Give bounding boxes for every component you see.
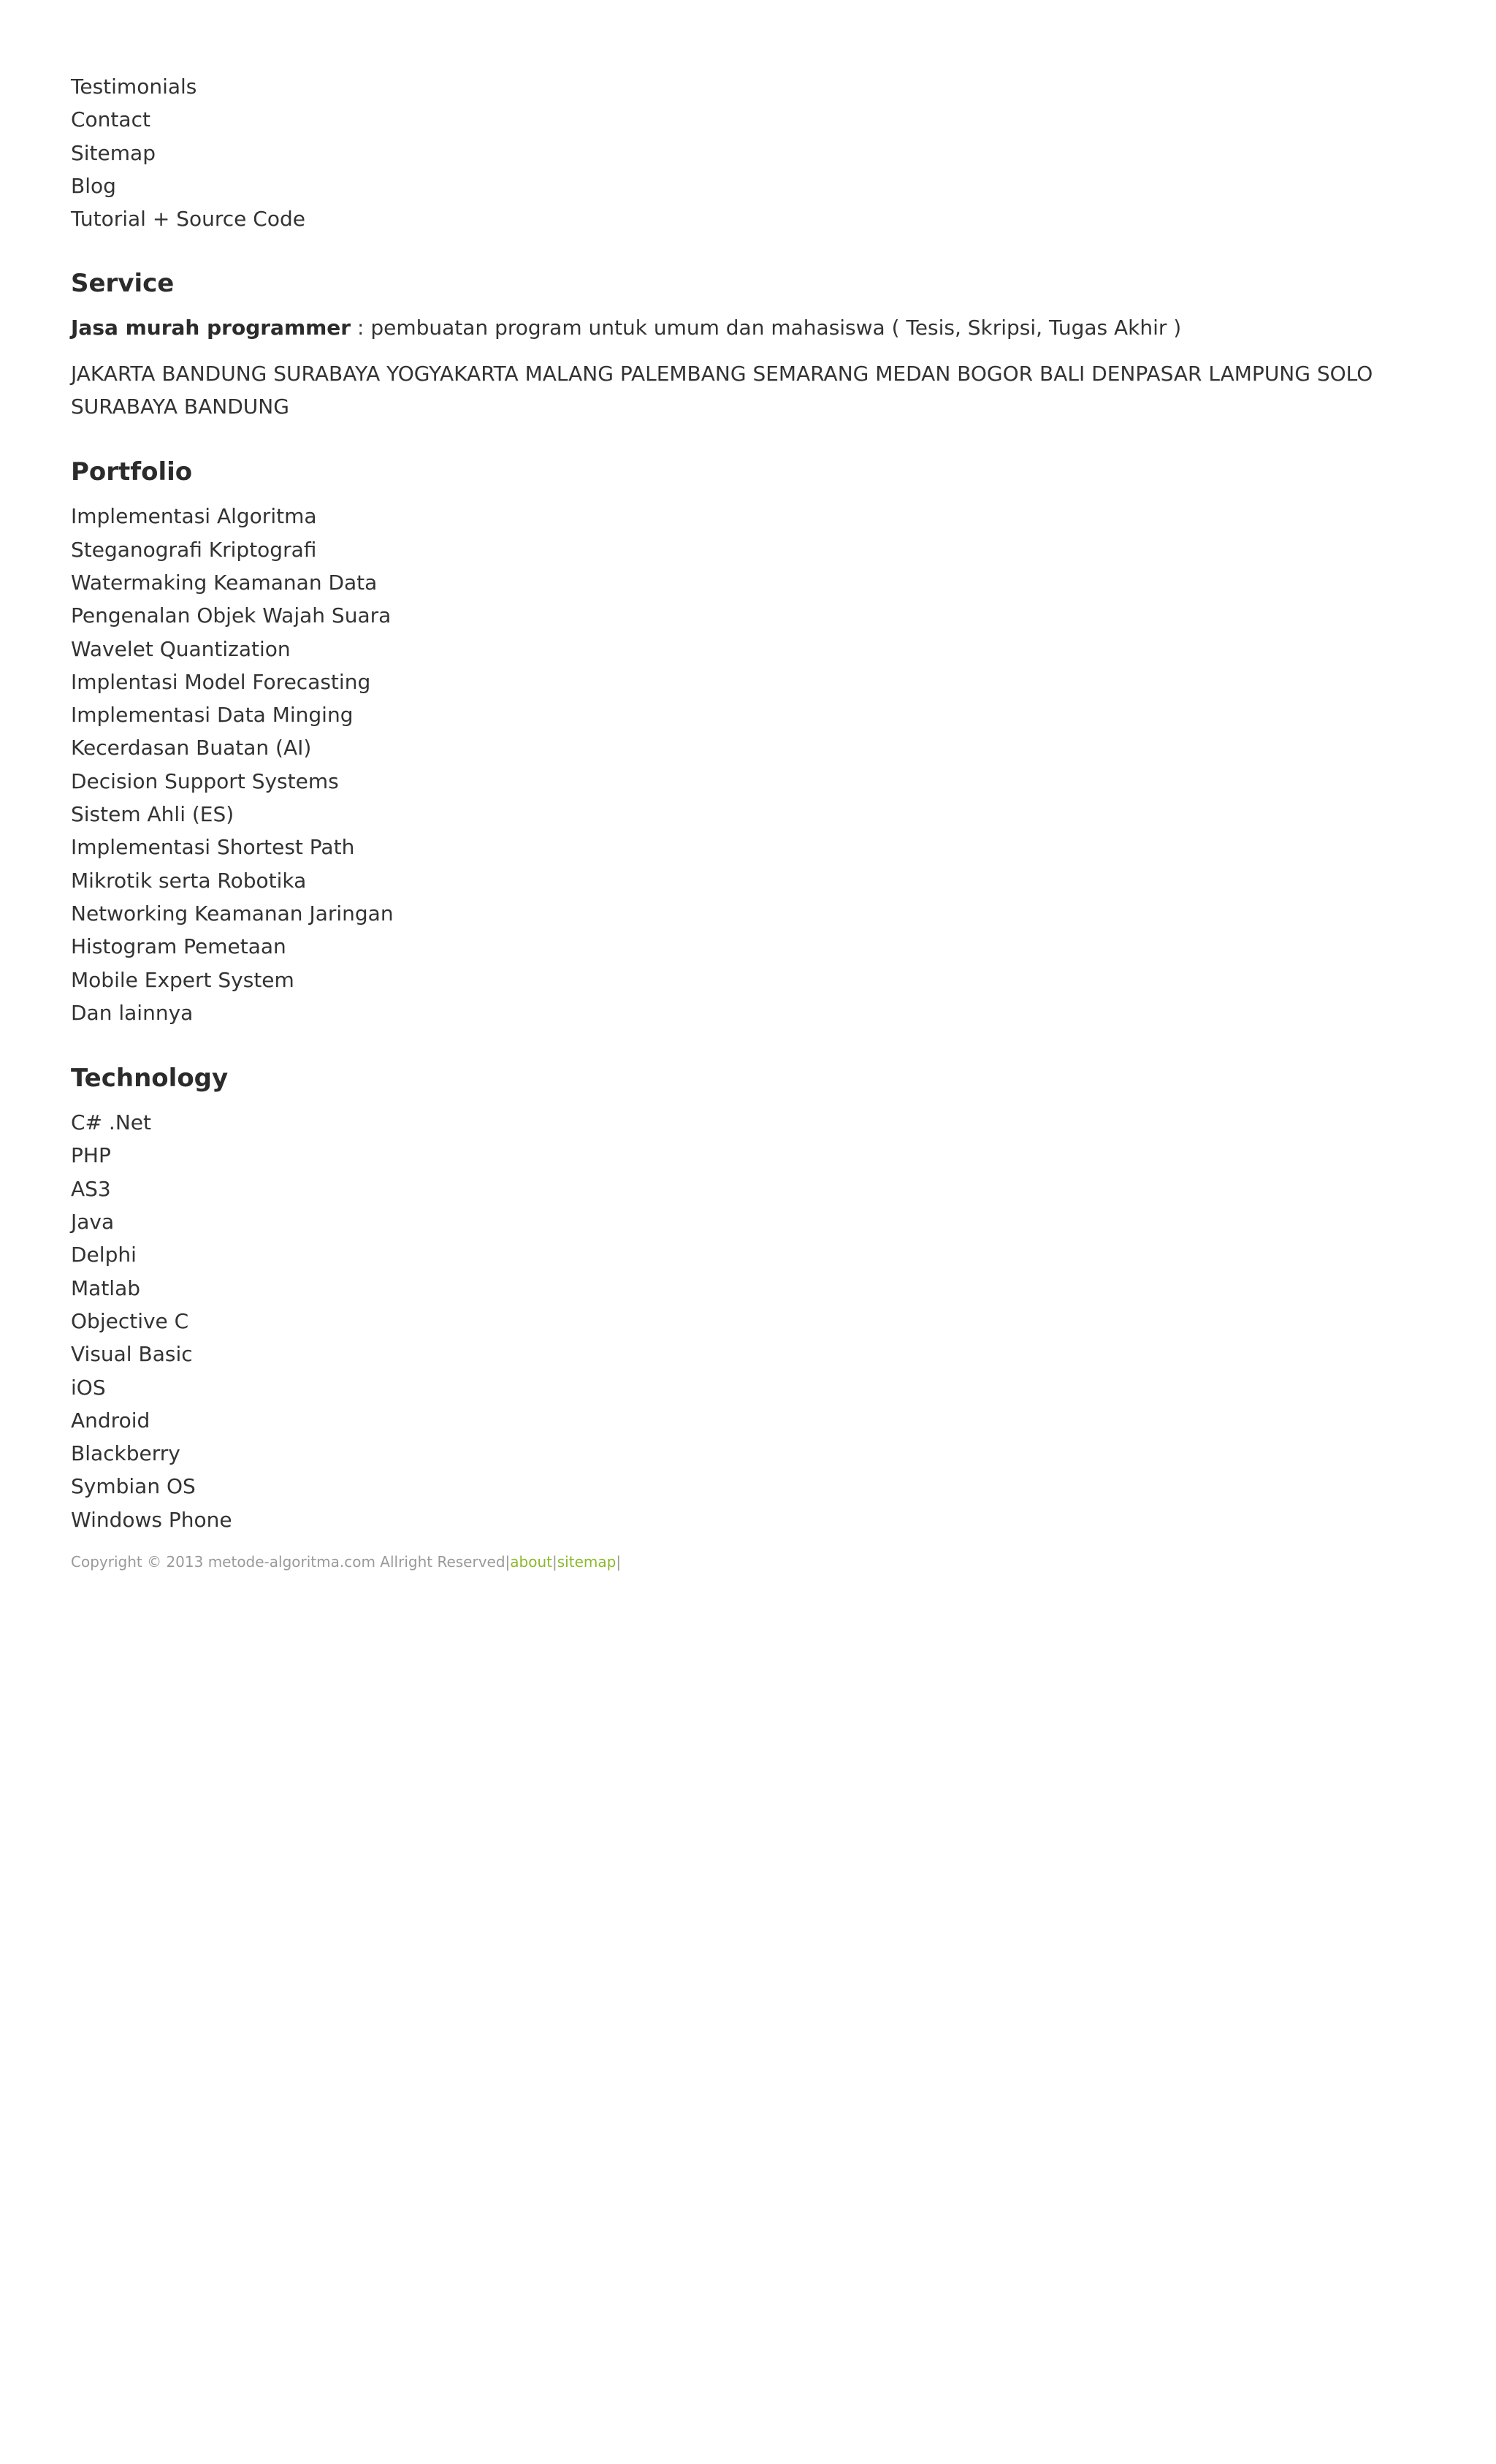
list-item — [71, 103, 1430, 136]
list-item — [71, 831, 1430, 863]
technology-link[interactable]: C# .Net — [71, 1110, 151, 1135]
portfolio-link[interactable]: Mobile Expert System — [71, 967, 294, 992]
technology-link[interactable]: PHP — [71, 1143, 111, 1168]
portfolio-link[interactable]: Implementasi Algoritma — [71, 504, 317, 529]
technology-link[interactable]: Visual Basic — [71, 1342, 193, 1367]
tutorial-source-code-link[interactable]: Tutorial + Source Code — [71, 207, 305, 232]
portfolio-link[interactable]: Wavelet Quantization — [71, 636, 291, 661]
list-item — [71, 1503, 1430, 1536]
portfolio-link[interactable]: Pengenalan Objek Wajah Suara — [71, 603, 392, 628]
list-item — [71, 169, 1430, 202]
list-item — [71, 1305, 1430, 1338]
list-item — [71, 599, 1430, 632]
list-item — [71, 1338, 1430, 1370]
technology-link[interactable]: Windows Phone — [71, 1507, 232, 1532]
service-description — [71, 311, 1430, 344]
portfolio-link[interactable]: Histogram Pemetaan — [71, 934, 286, 959]
testimonials-link[interactable]: Testimonials — [71, 75, 197, 99]
technology-link[interactable]: Objective C — [71, 1308, 189, 1333]
blog-link[interactable]: Blog — [71, 173, 116, 198]
list-item — [71, 1404, 1430, 1437]
list-item — [71, 202, 1430, 235]
list-item — [71, 996, 1430, 1029]
portfolio-list — [71, 500, 1430, 1029]
portfolio-link[interactable]: Watermaking Keamanan Data — [71, 570, 378, 595]
list-item — [71, 1139, 1430, 1172]
list-item — [71, 765, 1430, 798]
list-item — [71, 633, 1430, 665]
list-item — [71, 137, 1430, 169]
list-item — [71, 70, 1430, 103]
portfolio-link[interactable]: Implementasi Shortest Path — [71, 835, 355, 860]
list-item — [71, 964, 1430, 996]
portfolio-link[interactable]: Implementasi Data Minging — [71, 703, 354, 728]
portfolio-link[interactable]: Mikrotik serta Robotika — [71, 868, 307, 893]
service-cities: JAKARTA BANDUNG SURABAYA YOGYAKARTA MALANG PALEMBANG SEMARANG MEDAN BOGOR BALI DENPASAR LAMPUNG SOLO SURABAYA BANDUNG — [71, 361, 1373, 419]
list-item — [71, 1238, 1430, 1271]
list-item — [71, 1272, 1430, 1305]
list-item — [71, 533, 1430, 566]
technology-link[interactable]: Symbian OS — [71, 1474, 196, 1499]
footer-separator: | — [552, 1552, 557, 1571]
portfolio-link[interactable]: Steganografi Kriptografi — [71, 537, 317, 562]
portfolio-link[interactable]: Dan lainnya — [71, 1000, 194, 1025]
portfolio-link[interactable]: Kecerdasan Buatan (AI) — [71, 736, 312, 760]
list-item — [71, 566, 1430, 599]
list-item — [71, 798, 1430, 831]
list-item — [71, 500, 1430, 533]
portfolio-heading: Portfolio — [71, 457, 193, 487]
list-item — [71, 1470, 1430, 1503]
service-heading: Service — [71, 269, 175, 299]
footer-separator: | — [616, 1552, 622, 1571]
footer-about-link[interactable]: about — [510, 1552, 553, 1571]
list-item — [71, 864, 1430, 897]
list-item — [71, 698, 1430, 731]
portfolio-link[interactable]: Networking Keamanan Jaringan — [71, 901, 394, 926]
service-lead-text: : pembuatan program untuk umum dan mahasiswa ( Tesis, Skripsi, Tugas Akhir ) — [351, 316, 1182, 340]
technology-link[interactable]: Java — [71, 1210, 115, 1235]
list-item — [71, 731, 1430, 764]
footer-separator: | — [505, 1552, 511, 1571]
list-item — [71, 665, 1430, 698]
list-item — [71, 930, 1430, 963]
technology-heading: Technology — [71, 1064, 229, 1094]
technology-list — [71, 1106, 1430, 1536]
list-item — [71, 1371, 1430, 1404]
copyright-text: Copyright © 2013 metode-algoritma.com Allright Reserved — [71, 1552, 505, 1571]
technology-link[interactable]: Blackberry — [71, 1441, 180, 1466]
portfolio-link[interactable]: Decision Support Systems — [71, 768, 339, 793]
technology-link[interactable]: iOS — [71, 1375, 106, 1400]
top-nav-list — [71, 70, 1430, 235]
list-item — [71, 1437, 1430, 1470]
page-content — [71, 70, 1430, 1573]
list-item — [71, 897, 1430, 930]
service-lead-bold: Jasa murah programmer — [71, 316, 351, 340]
portfolio-link[interactable]: Sistem Ahli (ES) — [71, 802, 234, 827]
list-item — [71, 1106, 1430, 1139]
footer — [71, 1551, 1430, 1573]
list-item — [71, 1205, 1430, 1238]
sitemap-link[interactable]: Sitemap — [71, 140, 156, 165]
technology-link[interactable]: Delphi — [71, 1243, 137, 1267]
list-item — [71, 1172, 1430, 1205]
footer-sitemap-link[interactable]: sitemap — [557, 1552, 617, 1571]
technology-link[interactable]: Android — [71, 1408, 150, 1433]
contact-link[interactable]: Contact — [71, 107, 150, 132]
technology-link[interactable]: AS3 — [71, 1176, 111, 1201]
technology-link[interactable]: Matlab — [71, 1275, 141, 1300]
portfolio-link[interactable]: Implentasi Model Forecasting — [71, 669, 371, 694]
